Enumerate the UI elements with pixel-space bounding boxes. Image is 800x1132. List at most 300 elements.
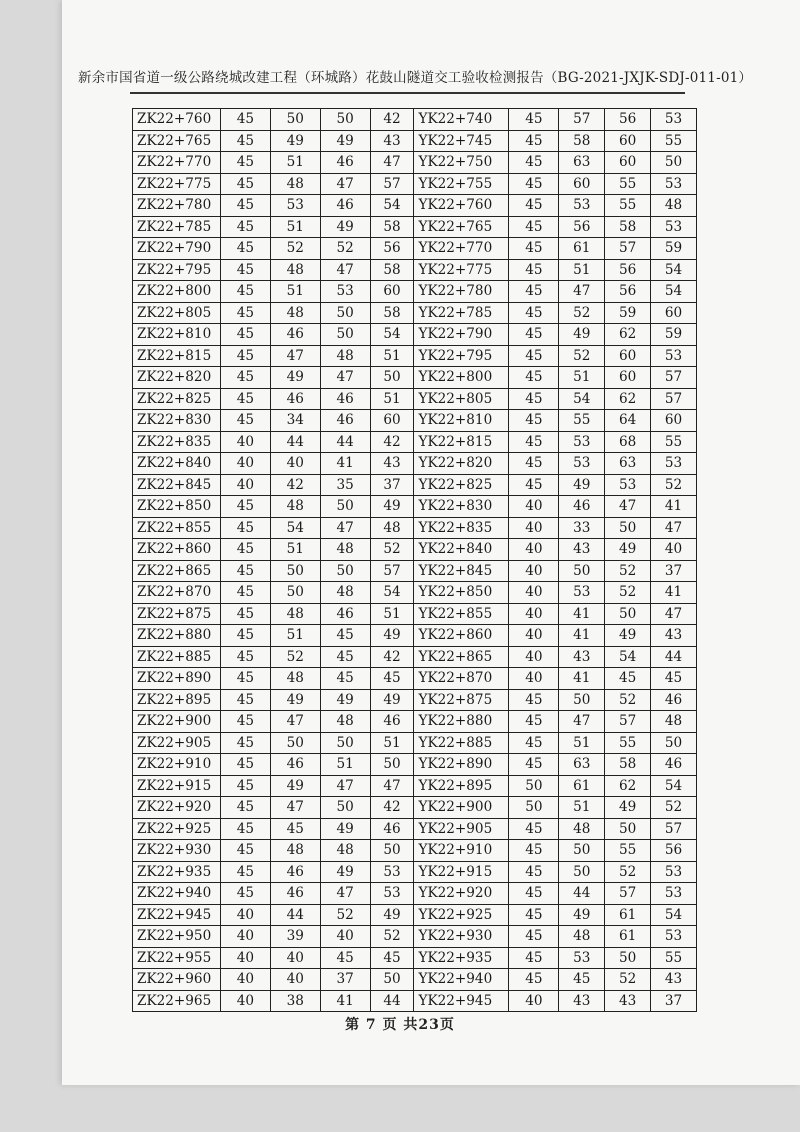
table-row (133, 818, 697, 840)
value-cell: 54 (270, 517, 320, 539)
station-cell: ZK22+800 (133, 281, 221, 303)
value-cell: 40 (320, 926, 370, 948)
value-cell: 45 (220, 883, 270, 905)
value-cell: 54 (370, 195, 414, 217)
station-cell: YK22+775 (414, 259, 509, 281)
station-cell: ZK22+890 (133, 668, 221, 690)
measurement-table (132, 108, 697, 1012)
station-cell: ZK22+915 (133, 775, 221, 797)
value-cell: 53 (559, 947, 605, 969)
value-cell: 51 (270, 216, 320, 238)
value-cell: 45 (220, 345, 270, 367)
value-cell: 56 (651, 840, 697, 862)
station-cell: ZK22+825 (133, 388, 221, 410)
value-cell: 45 (509, 410, 559, 432)
value-cell: 45 (220, 646, 270, 668)
station-cell: ZK22+770 (133, 152, 221, 174)
value-cell: 54 (651, 904, 697, 926)
value-cell: 44 (270, 431, 320, 453)
station-cell: ZK22+785 (133, 216, 221, 238)
value-cell: 47 (320, 173, 370, 195)
value-cell: 53 (651, 453, 697, 475)
value-cell: 54 (559, 388, 605, 410)
value-cell: 60 (370, 410, 414, 432)
value-cell: 45 (509, 754, 559, 776)
value-cell: 45 (220, 259, 270, 281)
value-cell: 53 (270, 195, 320, 217)
station-cell: YK22+850 (414, 582, 509, 604)
value-cell: 68 (605, 431, 651, 453)
value-cell: 47 (370, 152, 414, 174)
station-cell: ZK22+940 (133, 883, 221, 905)
value-cell: 60 (559, 173, 605, 195)
value-cell: 41 (559, 603, 605, 625)
value-cell: 41 (651, 496, 697, 518)
station-cell: ZK22+900 (133, 711, 221, 733)
station-cell: YK22+770 (414, 238, 509, 260)
station-cell: YK22+925 (414, 904, 509, 926)
value-cell: 40 (220, 431, 270, 453)
station-cell: YK22+945 (414, 990, 509, 1012)
station-cell: YK22+800 (414, 367, 509, 389)
value-cell: 45 (320, 625, 370, 647)
value-cell: 58 (370, 259, 414, 281)
station-cell: ZK22+860 (133, 539, 221, 561)
value-cell: 50 (651, 732, 697, 754)
value-cell: 40 (220, 969, 270, 991)
value-cell: 46 (559, 496, 605, 518)
value-cell: 45 (509, 216, 559, 238)
station-cell: YK22+760 (414, 195, 509, 217)
value-cell: 45 (220, 496, 270, 518)
value-cell: 45 (509, 840, 559, 862)
value-cell: 53 (559, 195, 605, 217)
station-cell: ZK22+905 (133, 732, 221, 754)
value-cell: 50 (559, 689, 605, 711)
value-cell: 33 (559, 517, 605, 539)
value-cell: 53 (320, 281, 370, 303)
table-row (133, 431, 697, 453)
value-cell: 46 (651, 754, 697, 776)
value-cell: 46 (320, 152, 370, 174)
station-cell: ZK22+960 (133, 969, 221, 991)
value-cell: 47 (559, 711, 605, 733)
station-cell: ZK22+835 (133, 431, 221, 453)
value-cell: 47 (559, 281, 605, 303)
value-cell: 58 (559, 130, 605, 152)
value-cell: 49 (370, 496, 414, 518)
value-cell: 49 (559, 474, 605, 496)
value-cell: 48 (270, 259, 320, 281)
value-cell: 44 (651, 646, 697, 668)
value-cell: 47 (270, 345, 320, 367)
value-cell: 49 (320, 130, 370, 152)
table-row (133, 840, 697, 862)
value-cell: 48 (270, 302, 320, 324)
value-cell: 48 (270, 840, 320, 862)
value-cell: 47 (605, 496, 651, 518)
value-cell: 45 (509, 818, 559, 840)
table-row (133, 109, 697, 131)
value-cell: 51 (370, 603, 414, 625)
value-cell: 40 (220, 474, 270, 496)
value-cell: 52 (605, 582, 651, 604)
value-cell: 45 (509, 238, 559, 260)
value-cell: 45 (509, 711, 559, 733)
value-cell: 59 (651, 238, 697, 260)
value-cell: 40 (509, 646, 559, 668)
station-cell: ZK22+810 (133, 324, 221, 346)
value-cell: 51 (270, 281, 320, 303)
value-cell: 45 (509, 173, 559, 195)
value-cell: 49 (605, 625, 651, 647)
value-cell: 45 (509, 431, 559, 453)
value-cell: 62 (605, 775, 651, 797)
station-cell: YK22+795 (414, 345, 509, 367)
value-cell: 61 (559, 238, 605, 260)
value-cell: 53 (651, 883, 697, 905)
station-cell: YK22+880 (414, 711, 509, 733)
value-cell: 45 (220, 732, 270, 754)
station-cell: ZK22+885 (133, 646, 221, 668)
table-row (133, 603, 697, 625)
value-cell: 53 (370, 861, 414, 883)
value-cell: 51 (370, 345, 414, 367)
station-cell: YK22+820 (414, 453, 509, 475)
value-cell: 49 (320, 216, 370, 238)
value-cell: 53 (559, 582, 605, 604)
value-cell: 45 (220, 775, 270, 797)
value-cell: 42 (370, 797, 414, 819)
station-cell: ZK22+790 (133, 238, 221, 260)
value-cell: 49 (270, 367, 320, 389)
value-cell: 55 (559, 410, 605, 432)
value-cell: 45 (270, 818, 320, 840)
table-row (133, 947, 697, 969)
value-cell: 40 (651, 539, 697, 561)
value-cell: 50 (320, 496, 370, 518)
value-cell: 45 (509, 926, 559, 948)
value-cell: 55 (651, 947, 697, 969)
value-cell: 63 (605, 453, 651, 475)
table-row (133, 646, 697, 668)
station-cell: ZK22+845 (133, 474, 221, 496)
value-cell: 50 (320, 302, 370, 324)
table-row (133, 926, 697, 948)
value-cell: 60 (605, 152, 651, 174)
value-cell: 56 (605, 259, 651, 281)
value-cell: 50 (370, 840, 414, 862)
value-cell: 53 (605, 474, 651, 496)
value-cell: 53 (559, 453, 605, 475)
value-cell: 61 (605, 926, 651, 948)
value-cell: 51 (559, 259, 605, 281)
value-cell: 56 (605, 281, 651, 303)
value-cell: 42 (270, 474, 320, 496)
value-cell: 40 (220, 904, 270, 926)
value-cell: 46 (270, 883, 320, 905)
value-cell: 55 (651, 130, 697, 152)
value-cell: 40 (509, 668, 559, 690)
value-cell: 44 (370, 990, 414, 1012)
value-cell: 49 (559, 904, 605, 926)
value-cell: 52 (270, 238, 320, 260)
value-cell: 47 (270, 711, 320, 733)
value-cell: 42 (370, 646, 414, 668)
value-cell: 60 (651, 410, 697, 432)
table-row (133, 453, 697, 475)
value-cell: 52 (605, 861, 651, 883)
value-cell: 48 (320, 539, 370, 561)
value-cell: 45 (509, 152, 559, 174)
station-cell: YK22+935 (414, 947, 509, 969)
value-cell: 40 (509, 625, 559, 647)
value-cell: 47 (320, 517, 370, 539)
value-cell: 50 (370, 969, 414, 991)
value-cell: 49 (320, 861, 370, 883)
value-cell: 53 (651, 861, 697, 883)
table-row (133, 625, 697, 647)
station-cell: YK22+825 (414, 474, 509, 496)
value-cell: 45 (509, 453, 559, 475)
value-cell: 47 (320, 883, 370, 905)
value-cell: 60 (605, 367, 651, 389)
table-row (133, 410, 697, 432)
value-cell: 43 (370, 453, 414, 475)
value-cell: 62 (605, 388, 651, 410)
value-cell: 45 (370, 947, 414, 969)
value-cell: 45 (605, 668, 651, 690)
report-header: 新余市国省道一级公路绕城改建工程（环城路）花鼓山隧道交工验收检测报告（BG-2021-JXJK-SDJ-011-01） (78, 70, 753, 86)
value-cell: 50 (605, 947, 651, 969)
value-cell: 39 (270, 926, 320, 948)
value-cell: 50 (320, 324, 370, 346)
station-cell: YK22+745 (414, 130, 509, 152)
value-cell: 40 (270, 947, 320, 969)
station-cell: YK22+815 (414, 431, 509, 453)
table-row (133, 861, 697, 883)
value-cell: 51 (370, 388, 414, 410)
station-cell: ZK22+945 (133, 904, 221, 926)
station-cell: ZK22+895 (133, 689, 221, 711)
value-cell: 51 (320, 754, 370, 776)
value-cell: 58 (605, 754, 651, 776)
value-cell: 52 (651, 797, 697, 819)
value-cell: 40 (509, 603, 559, 625)
value-cell: 49 (270, 130, 320, 152)
value-cell: 50 (320, 732, 370, 754)
value-cell: 59 (651, 324, 697, 346)
value-cell: 50 (509, 775, 559, 797)
station-cell: ZK22+935 (133, 861, 221, 883)
value-cell: 41 (320, 453, 370, 475)
station-cell: YK22+940 (414, 969, 509, 991)
station-cell: YK22+930 (414, 926, 509, 948)
value-cell: 50 (509, 797, 559, 819)
station-cell: ZK22+875 (133, 603, 221, 625)
value-cell: 35 (320, 474, 370, 496)
station-cell: YK22+780 (414, 281, 509, 303)
value-cell: 40 (509, 582, 559, 604)
table-row (133, 754, 697, 776)
value-cell: 43 (559, 539, 605, 561)
station-cell: ZK22+795 (133, 259, 221, 281)
station-cell: YK22+790 (414, 324, 509, 346)
station-cell: YK22+750 (414, 152, 509, 174)
value-cell: 40 (509, 990, 559, 1012)
value-cell: 45 (220, 195, 270, 217)
value-cell: 45 (509, 109, 559, 131)
value-cell: 43 (651, 625, 697, 647)
value-cell: 52 (270, 646, 320, 668)
value-cell: 50 (270, 109, 320, 131)
station-cell: YK22+900 (414, 797, 509, 819)
value-cell: 45 (220, 818, 270, 840)
value-cell: 48 (559, 818, 605, 840)
value-cell: 54 (651, 259, 697, 281)
value-cell: 45 (509, 883, 559, 905)
value-cell: 57 (651, 367, 697, 389)
value-cell: 40 (509, 517, 559, 539)
value-cell: 50 (320, 797, 370, 819)
value-cell: 49 (370, 904, 414, 926)
value-cell: 46 (320, 388, 370, 410)
value-cell: 43 (370, 130, 414, 152)
table-row (133, 496, 697, 518)
value-cell: 53 (651, 216, 697, 238)
value-cell: 57 (559, 109, 605, 131)
value-cell: 47 (651, 517, 697, 539)
value-cell: 47 (320, 259, 370, 281)
table-row (133, 904, 697, 926)
station-cell: YK22+860 (414, 625, 509, 647)
station-cell: YK22+840 (414, 539, 509, 561)
value-cell: 58 (370, 216, 414, 238)
table-row (133, 195, 697, 217)
station-cell: YK22+890 (414, 754, 509, 776)
value-cell: 49 (320, 689, 370, 711)
value-cell: 45 (220, 324, 270, 346)
value-cell: 37 (320, 969, 370, 991)
table-row (133, 130, 697, 152)
table-row (133, 539, 697, 561)
table-row (133, 969, 697, 991)
station-cell: ZK22+840 (133, 453, 221, 475)
station-cell: YK22+870 (414, 668, 509, 690)
table-row (133, 324, 697, 346)
value-cell: 46 (270, 324, 320, 346)
value-cell: 50 (320, 109, 370, 131)
value-cell: 50 (270, 560, 320, 582)
value-cell: 47 (651, 603, 697, 625)
value-cell: 63 (559, 754, 605, 776)
table-row (133, 259, 697, 281)
value-cell: 51 (270, 539, 320, 561)
value-cell: 45 (370, 668, 414, 690)
station-cell: YK22+895 (414, 775, 509, 797)
value-cell: 56 (605, 109, 651, 131)
station-cell: YK22+885 (414, 732, 509, 754)
value-cell: 45 (509, 367, 559, 389)
value-cell: 45 (220, 302, 270, 324)
value-cell: 41 (559, 668, 605, 690)
value-cell: 45 (220, 410, 270, 432)
table-row (133, 152, 697, 174)
value-cell: 52 (320, 238, 370, 260)
value-cell: 40 (270, 969, 320, 991)
value-cell: 49 (270, 689, 320, 711)
value-cell: 43 (559, 646, 605, 668)
value-cell: 49 (370, 625, 414, 647)
station-cell: ZK22+855 (133, 517, 221, 539)
station-cell: ZK22+965 (133, 990, 221, 1012)
value-cell: 57 (370, 173, 414, 195)
station-cell: YK22+865 (414, 646, 509, 668)
value-cell: 48 (370, 517, 414, 539)
value-cell: 44 (320, 431, 370, 453)
value-cell: 45 (509, 689, 559, 711)
value-cell: 46 (370, 818, 414, 840)
value-cell: 51 (559, 367, 605, 389)
table-row (133, 990, 697, 1012)
value-cell: 40 (270, 453, 320, 475)
value-cell: 45 (509, 259, 559, 281)
value-cell: 48 (320, 711, 370, 733)
value-cell: 46 (270, 861, 320, 883)
value-cell: 45 (320, 947, 370, 969)
table-row (133, 281, 697, 303)
value-cell: 55 (605, 732, 651, 754)
value-cell: 51 (559, 732, 605, 754)
value-cell: 45 (220, 216, 270, 238)
table-row (133, 668, 697, 690)
value-cell: 45 (220, 539, 270, 561)
station-cell: YK22+835 (414, 517, 509, 539)
value-cell: 44 (559, 883, 605, 905)
value-cell: 57 (605, 711, 651, 733)
value-cell: 52 (605, 689, 651, 711)
value-cell: 54 (370, 582, 414, 604)
value-cell: 54 (651, 281, 697, 303)
value-cell: 48 (320, 345, 370, 367)
value-cell: 45 (559, 969, 605, 991)
value-cell: 56 (559, 216, 605, 238)
value-cell: 46 (270, 388, 320, 410)
table-row (133, 517, 697, 539)
table-row (133, 474, 697, 496)
value-cell: 52 (605, 969, 651, 991)
station-cell: YK22+910 (414, 840, 509, 862)
value-cell: 46 (270, 754, 320, 776)
value-cell: 45 (220, 861, 270, 883)
table-row (133, 216, 697, 238)
value-cell: 48 (651, 711, 697, 733)
value-cell: 54 (370, 324, 414, 346)
table-row (133, 560, 697, 582)
station-cell: YK22+805 (414, 388, 509, 410)
value-cell: 43 (605, 990, 651, 1012)
value-cell: 45 (509, 281, 559, 303)
value-cell: 43 (559, 990, 605, 1012)
value-cell: 45 (220, 625, 270, 647)
value-cell: 50 (651, 152, 697, 174)
value-cell: 45 (651, 668, 697, 690)
station-cell: YK22+765 (414, 216, 509, 238)
value-cell: 45 (320, 646, 370, 668)
value-cell: 57 (651, 818, 697, 840)
value-cell: 45 (509, 302, 559, 324)
value-cell: 43 (651, 969, 697, 991)
